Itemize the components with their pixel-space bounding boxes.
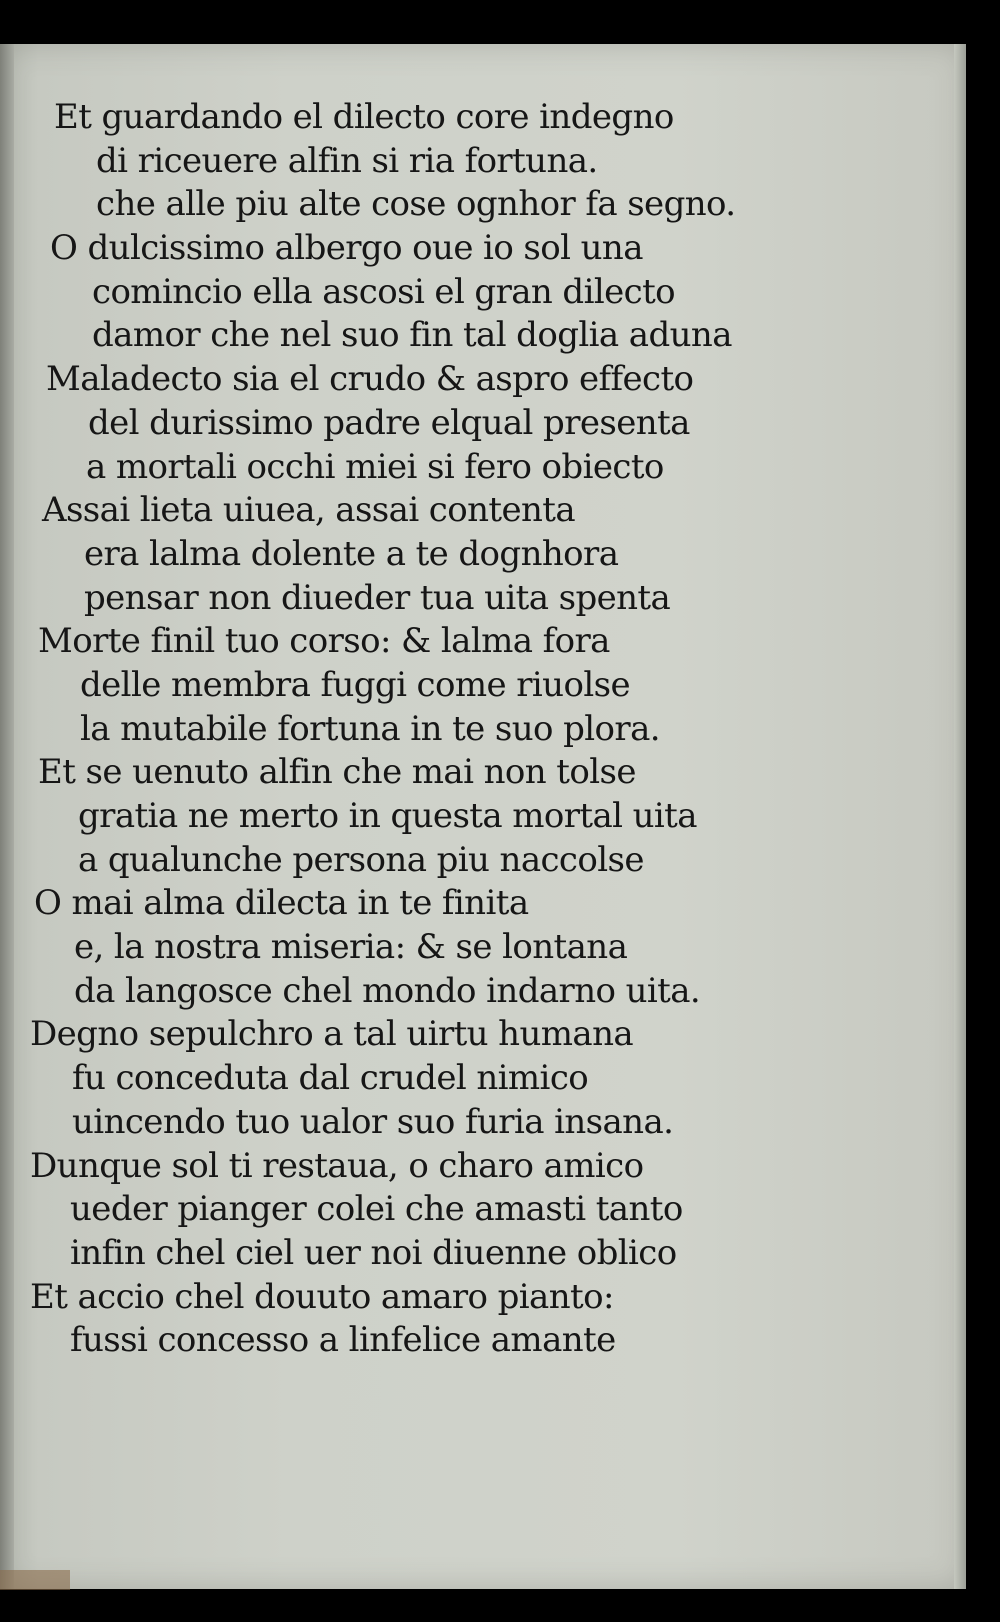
- verse-line: fu conceduta dal crudel nimico: [72, 1058, 589, 1099]
- verse-line: ueder pianger colei che amasti tanto: [70, 1189, 683, 1230]
- verse-line: Et se uenuto alfin che mai non tolse: [38, 752, 636, 793]
- verse-line: infin chel ciel uer noi diuenne oblico: [70, 1232, 677, 1273]
- verse-line: Assai lieta uiuea, assai contenta: [42, 490, 576, 531]
- verse-line: a qualunche persona piu naccolse: [78, 839, 644, 880]
- verse-line: Morte finil tuo corso: & lalma fora: [38, 621, 610, 662]
- verse-line: del durissimo padre elqual presenta: [88, 402, 690, 443]
- verse-line: gratia ne merto in questa mortal uita: [78, 796, 697, 836]
- verse-line: delle membra fuggi come riuolse: [80, 664, 630, 705]
- verse-line: la mutabile fortuna in te suo plora.: [80, 708, 660, 749]
- verse-line: Maladecto sia el crudo & aspro effecto: [46, 359, 694, 400]
- verse-line: e, la nostra miseria: & se lontana: [74, 927, 628, 968]
- verse-line: a mortali occhi miei si fero obiecto: [86, 446, 664, 487]
- verse-text-block: [30, 96, 770, 1363]
- verse-line: Et guardando el dilecto core indegno: [54, 97, 674, 137]
- page-stain: [0, 1570, 70, 1590]
- verse-line: da langosce chel mondo indarno uita.: [74, 970, 701, 1011]
- verse-line: uincendo tuo ualor suo furia insana.: [72, 1101, 674, 1142]
- verse-line: O dulcissimo albergo oue io sol una: [50, 228, 643, 269]
- verse-line: O mai alma dilecta in te finita: [34, 883, 529, 924]
- page-edge: [954, 44, 966, 1589]
- verse-line: di riceuere alfin si ria fortuna.: [96, 140, 598, 181]
- verse-line: Degno sepulchro a tal uirtu humana: [30, 1014, 634, 1055]
- verse-line: pensar non diueder tua uita spenta: [84, 577, 671, 618]
- verse-line: damor che nel suo fin tal doglia aduna: [92, 315, 732, 356]
- verse-line: Dunque sol ti restaua, o charo amico: [30, 1145, 644, 1186]
- verse-line: era lalma dolente a te dognhora: [84, 533, 619, 574]
- verse-line: che alle piu alte cose ognhor fa segno.: [96, 184, 736, 225]
- page-gutter-shadow: [0, 44, 14, 1589]
- verse-line: Et accio chel douuto amaro pianto:: [30, 1276, 614, 1317]
- verse-line: comincio ella ascosi el gran dilecto: [92, 271, 676, 312]
- verse-line: fussi concesso a linfelice amante: [70, 1320, 616, 1361]
